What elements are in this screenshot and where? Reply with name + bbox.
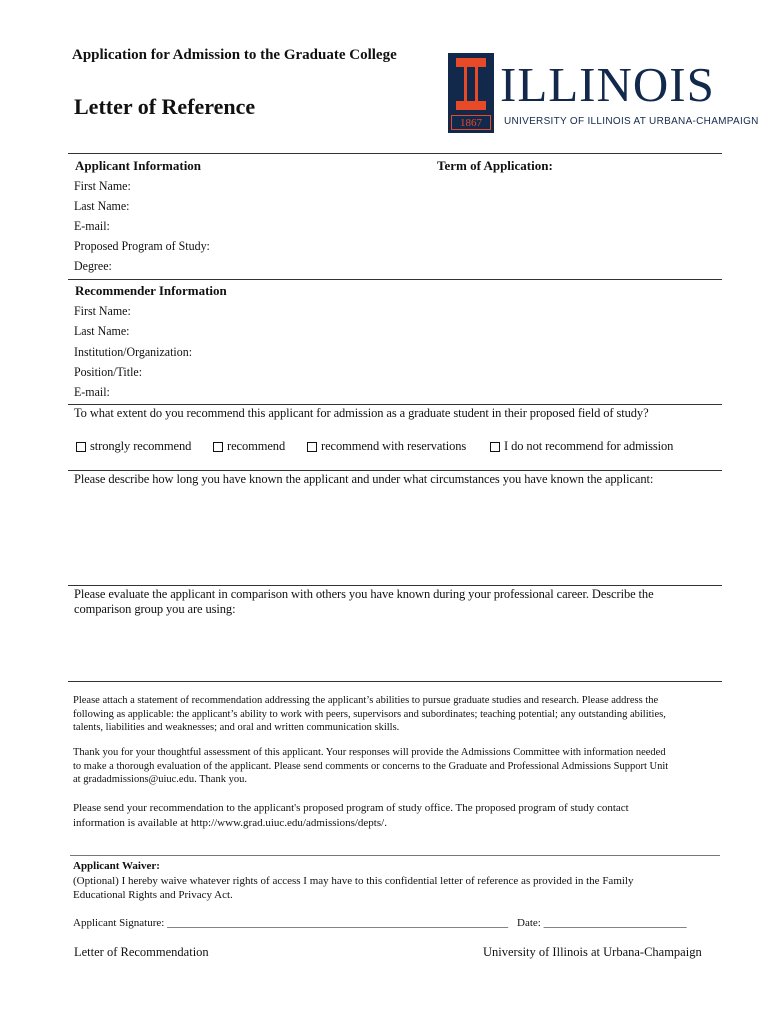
footer-left: Letter of Recommendation (74, 945, 209, 959)
recommendation-question: To what extent do you recommend this applicant for admission as a graduate student in their proposed field of study? (74, 406, 649, 420)
option-recommend[interactable] (213, 439, 285, 454)
applicant-signature-field[interactable]: Applicant Signature: ______________________________________________________________ (73, 917, 509, 929)
divider (68, 585, 722, 586)
checkbox[interactable] (213, 442, 223, 452)
text-line: at gradadmissions@uiuc.edu. Thank you. (73, 774, 247, 785)
applicant-email-field[interactable]: E-mail: (74, 218, 110, 233)
divider (68, 470, 722, 471)
logo-year: 1867 (451, 115, 491, 130)
college-heading: Application for Admission to the Graduate College (72, 47, 397, 63)
text-line: Please attach a statement of recommendation addressing the applicant’s abilities to pursue graduate studies and research. Please address the (73, 695, 659, 706)
applicant-first-name-field[interactable]: First Name: (74, 178, 131, 193)
illinois-logo-block-i (448, 53, 494, 133)
option-label: recommend (227, 439, 286, 453)
text-line: talents, liabilities and weaknesses; and oral and written communication skills. (73, 722, 400, 733)
date-field[interactable]: Date: __________________________ (517, 917, 687, 929)
option-label: I do not recommend for admission (504, 439, 674, 453)
page-title: Letter of Reference (74, 94, 256, 119)
divider (68, 404, 722, 405)
text-line: Educational Rights and Privacy Act. (73, 889, 233, 901)
checkbox[interactable] (307, 442, 317, 452)
option-label: recommend with reservations (321, 439, 467, 453)
evaluate-prompt-line-2: comparison group you are using: (74, 602, 236, 616)
logo-subtitle: UNIVERSITY OF ILLINOIS AT URBANA-CHAMPAIGN (504, 116, 759, 127)
recommender-last-name-field[interactable]: Last Name: (74, 323, 130, 338)
recommender-position-field[interactable]: Position/Title: (74, 364, 143, 379)
logo-wordmark: ILLINOIS (500, 57, 715, 112)
instructions-paragraph-1 (73, 694, 723, 735)
text-line: information is available at http://www.grad.uiuc.edu/admissions/depts/. (73, 817, 387, 829)
recommender-first-name-field[interactable]: First Name: (74, 303, 131, 318)
text-line: to make a thorough evaluation of the applicant. Please send comments or concerns to the Graduate and Professional Admissions Support Unit (73, 760, 669, 772)
applicant-program-field[interactable]: Proposed Program of Study: (74, 238, 210, 253)
waiver-text (73, 874, 723, 902)
option-strongly-recommend[interactable] (76, 439, 191, 454)
instructions-paragraph-2 (73, 746, 723, 787)
text-line: Thank you for your thoughtful assessment of this applicant. Your responses will provide the Admissions Committee with information needed (73, 747, 666, 758)
divider (68, 153, 722, 154)
recommender-heading: Recommender Information (75, 283, 227, 298)
waiver-heading: Applicant Waiver: (73, 860, 160, 872)
divider (68, 279, 722, 280)
applicant-degree-field[interactable]: Degree: (74, 258, 112, 273)
instructions-paragraph-3 (73, 801, 723, 831)
text-line: Please send your recommendation to the applicant's proposed program of study office. The proposed program of study contact (73, 802, 629, 814)
evaluate-prompt-line-1[interactable]: Please evaluate the applicant in comparison with others you have known during your professional career. Describe the (74, 587, 654, 601)
checkbox[interactable] (490, 442, 500, 452)
option-label: strongly recommend (90, 439, 192, 453)
divider (70, 855, 720, 856)
option-recommend-with-reservations[interactable] (307, 439, 466, 454)
text-line: (Optional) I hereby waive whatever rights of access I may have to this confidential letter of reference as provided in the Family (73, 875, 634, 887)
known-applicant-prompt[interactable]: Please describe how long you have known the applicant and under what circumstances you have known the applicant: (74, 472, 654, 486)
text-line: following as applicable: the applicant’s ability to work with peers, supervisors and subordinates; teaching potential; any outstanding abilities, (73, 708, 666, 720)
footer-right: University of Illinois at Urbana-Champaign (483, 945, 702, 959)
divider (68, 681, 722, 682)
recommender-institution-field[interactable]: Institution/Organization: (74, 344, 193, 359)
applicant-last-name-field[interactable]: Last Name: (74, 198, 130, 213)
recommender-email-field[interactable]: E-mail: (74, 384, 110, 399)
term-of-application-label[interactable]: Term of Application: (437, 158, 553, 173)
option-do-not-recommend[interactable] (490, 439, 673, 454)
applicant-heading: Applicant Information (75, 158, 202, 173)
checkbox[interactable] (76, 442, 86, 452)
block-i-icon (456, 58, 486, 110)
